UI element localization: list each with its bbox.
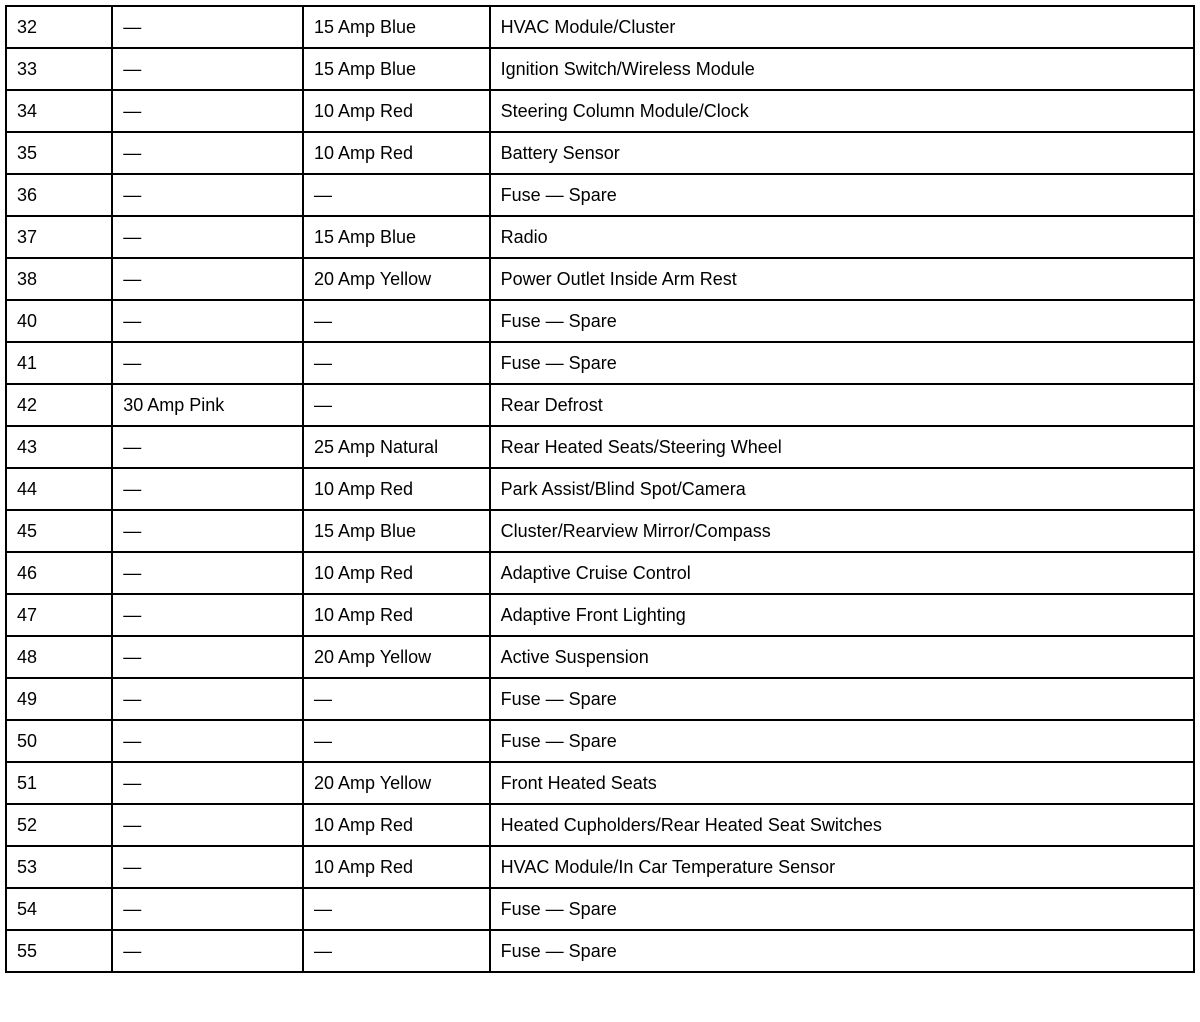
description-cell: Fuse — Spare <box>490 678 1194 720</box>
fuse-number-cell: 41 <box>6 342 112 384</box>
fuse-number-cell: 52 <box>6 804 112 846</box>
fuse-number-cell: 38 <box>6 258 112 300</box>
table-row <box>6 552 1194 594</box>
cartridge-fuse-cell: — <box>112 762 303 804</box>
description-cell: Rear Heated Seats/Steering Wheel <box>490 426 1194 468</box>
table-row <box>6 636 1194 678</box>
cartridge-fuse-cell: — <box>112 216 303 258</box>
cartridge-fuse-cell: — <box>112 132 303 174</box>
cartridge-fuse-cell: — <box>112 48 303 90</box>
table-row <box>6 216 1194 258</box>
description-cell: Adaptive Front Lighting <box>490 594 1194 636</box>
description-cell: Active Suspension <box>490 636 1194 678</box>
cartridge-fuse-cell: — <box>112 342 303 384</box>
description-cell: Heated Cupholders/Rear Heated Seat Switches <box>490 804 1194 846</box>
fuse-number-cell: 35 <box>6 132 112 174</box>
fuse-number-cell: 47 <box>6 594 112 636</box>
description-cell: Rear Defrost <box>490 384 1194 426</box>
fuse-number-cell: 42 <box>6 384 112 426</box>
description-cell: Radio <box>490 216 1194 258</box>
fuse-number-cell: 43 <box>6 426 112 468</box>
fuse-number-cell: 37 <box>6 216 112 258</box>
mini-fuse-cell: — <box>303 678 490 720</box>
table-row <box>6 888 1194 930</box>
mini-fuse-cell: — <box>303 720 490 762</box>
table-row <box>6 846 1194 888</box>
fuse-number-cell: 40 <box>6 300 112 342</box>
description-cell: HVAC Module/In Car Temperature Sensor <box>490 846 1194 888</box>
cartridge-fuse-cell: — <box>112 174 303 216</box>
description-cell: Fuse — Spare <box>490 720 1194 762</box>
description-cell: Fuse — Spare <box>490 930 1194 972</box>
fuse-table <box>5 5 1195 973</box>
table-row <box>6 6 1194 48</box>
fuse-number-cell: 51 <box>6 762 112 804</box>
table-row <box>6 342 1194 384</box>
cartridge-fuse-cell: — <box>112 258 303 300</box>
description-cell: HVAC Module/Cluster <box>490 6 1194 48</box>
table-row <box>6 132 1194 174</box>
fuse-number-cell: 54 <box>6 888 112 930</box>
table-row <box>6 510 1194 552</box>
cartridge-fuse-cell: 30 Amp Pink <box>112 384 303 426</box>
table-row <box>6 930 1194 972</box>
mini-fuse-cell: 10 Amp Red <box>303 132 490 174</box>
cartridge-fuse-cell: — <box>112 930 303 972</box>
table-row <box>6 762 1194 804</box>
cartridge-fuse-cell: — <box>112 888 303 930</box>
cartridge-fuse-cell: — <box>112 720 303 762</box>
mini-fuse-cell: 10 Amp Red <box>303 804 490 846</box>
mini-fuse-cell: 10 Amp Red <box>303 468 490 510</box>
fuse-number-cell: 44 <box>6 468 112 510</box>
fuse-number-cell: 33 <box>6 48 112 90</box>
cartridge-fuse-cell: — <box>112 510 303 552</box>
mini-fuse-cell: — <box>303 342 490 384</box>
description-cell: Ignition Switch/Wireless Module <box>490 48 1194 90</box>
cartridge-fuse-cell: — <box>112 426 303 468</box>
table-row <box>6 720 1194 762</box>
table-row <box>6 426 1194 468</box>
table-row <box>6 258 1194 300</box>
mini-fuse-cell: 20 Amp Yellow <box>303 636 490 678</box>
table-row <box>6 384 1194 426</box>
cartridge-fuse-cell: — <box>112 636 303 678</box>
fuse-number-cell: 49 <box>6 678 112 720</box>
mini-fuse-cell: 10 Amp Red <box>303 90 490 132</box>
fuse-number-cell: 36 <box>6 174 112 216</box>
table-row <box>6 174 1194 216</box>
cartridge-fuse-cell: — <box>112 804 303 846</box>
description-cell: Fuse — Spare <box>490 342 1194 384</box>
table-row <box>6 90 1194 132</box>
cartridge-fuse-cell: — <box>112 594 303 636</box>
fuse-number-cell: 53 <box>6 846 112 888</box>
description-cell: Fuse — Spare <box>490 300 1194 342</box>
fuse-number-cell: 55 <box>6 930 112 972</box>
mini-fuse-cell: 15 Amp Blue <box>303 48 490 90</box>
description-cell: Front Heated Seats <box>490 762 1194 804</box>
description-cell: Cluster/Rearview Mirror/Compass <box>490 510 1194 552</box>
table-row <box>6 468 1194 510</box>
description-cell: Fuse — Spare <box>490 888 1194 930</box>
cartridge-fuse-cell: — <box>112 90 303 132</box>
fuse-number-cell: 32 <box>6 6 112 48</box>
table-row <box>6 804 1194 846</box>
fuse-number-cell: 46 <box>6 552 112 594</box>
fuse-number-cell: 50 <box>6 720 112 762</box>
description-cell: Fuse — Spare <box>490 174 1194 216</box>
fuse-number-cell: 48 <box>6 636 112 678</box>
mini-fuse-cell: 15 Amp Blue <box>303 216 490 258</box>
cartridge-fuse-cell: — <box>112 846 303 888</box>
fuse-number-cell: 34 <box>6 90 112 132</box>
cartridge-fuse-cell: — <box>112 300 303 342</box>
description-cell: Battery Sensor <box>490 132 1194 174</box>
cartridge-fuse-cell: — <box>112 678 303 720</box>
table-row <box>6 300 1194 342</box>
cartridge-fuse-cell: — <box>112 552 303 594</box>
fuse-number-cell: 45 <box>6 510 112 552</box>
mini-fuse-cell: 10 Amp Red <box>303 594 490 636</box>
mini-fuse-cell: 15 Amp Blue <box>303 510 490 552</box>
mini-fuse-cell: 20 Amp Yellow <box>303 762 490 804</box>
description-cell: Adaptive Cruise Control <box>490 552 1194 594</box>
description-cell: Park Assist/Blind Spot/Camera <box>490 468 1194 510</box>
table-row <box>6 678 1194 720</box>
mini-fuse-cell: 25 Amp Natural <box>303 426 490 468</box>
mini-fuse-cell: — <box>303 174 490 216</box>
mini-fuse-cell: 15 Amp Blue <box>303 6 490 48</box>
cartridge-fuse-cell: — <box>112 6 303 48</box>
description-cell: Power Outlet Inside Arm Rest <box>490 258 1194 300</box>
cartridge-fuse-cell: — <box>112 468 303 510</box>
mini-fuse-cell: — <box>303 384 490 426</box>
description-cell: Steering Column Module/Clock <box>490 90 1194 132</box>
mini-fuse-cell: 10 Amp Red <box>303 552 490 594</box>
table-row <box>6 48 1194 90</box>
mini-fuse-cell: 10 Amp Red <box>303 846 490 888</box>
table-row <box>6 594 1194 636</box>
mini-fuse-cell: 20 Amp Yellow <box>303 258 490 300</box>
mini-fuse-cell: — <box>303 300 490 342</box>
mini-fuse-cell: — <box>303 888 490 930</box>
mini-fuse-cell: — <box>303 930 490 972</box>
